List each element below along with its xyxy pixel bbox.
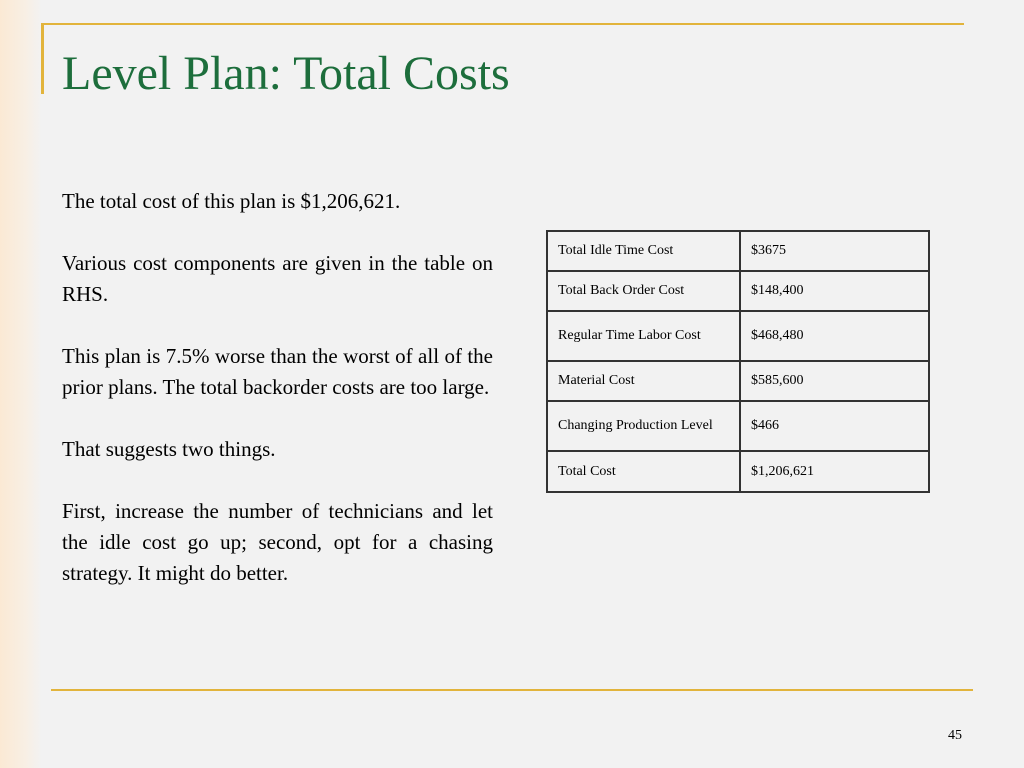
cost-label: Total Back Order Cost	[547, 271, 740, 311]
table-row	[547, 451, 929, 492]
slide-title: Level Plan: Total Costs	[62, 47, 510, 100]
cost-value: $148,400	[740, 271, 929, 311]
table-row	[547, 311, 929, 361]
table-row	[547, 271, 929, 311]
cost-label: Regular Time Labor Cost	[547, 311, 740, 361]
paragraph-suggestion: That suggests two things.	[62, 437, 276, 461]
title-side-rule	[41, 24, 44, 94]
table-row	[547, 231, 929, 271]
table-row	[547, 361, 929, 401]
cost-label: Changing Production Level	[547, 401, 740, 451]
left-decorative-band	[0, 0, 42, 768]
cost-label: Material Cost	[547, 361, 740, 401]
paragraph-recommendation: First, increase the number of technicians and let the idle cost go up; second, opt for a chasing strategy. It might do better.	[62, 499, 493, 585]
cost-label: Total Cost	[547, 451, 740, 492]
paragraph-comparison: This plan is 7.5% worse than the worst of all of the prior plans. The total backorder costs are too large.	[62, 344, 493, 399]
body-text	[62, 186, 493, 589]
footer-rule	[51, 689, 973, 691]
page-number: 45	[948, 728, 962, 743]
table-row	[547, 401, 929, 451]
cost-value: $3675	[740, 231, 929, 271]
cost-label: Total Idle Time Cost	[547, 231, 740, 271]
paragraph-cost-components: Various cost components are given in the table on RHS.	[62, 251, 493, 306]
cost-value: $468,480	[740, 311, 929, 361]
cost-value: $466	[740, 401, 929, 451]
paragraph-total-cost: The total cost of this plan is $1,206,621.	[62, 189, 401, 213]
title-top-rule	[41, 23, 964, 25]
cost-table	[546, 230, 930, 493]
cost-value: $1,206,621	[740, 451, 929, 492]
cost-value: $585,600	[740, 361, 929, 401]
